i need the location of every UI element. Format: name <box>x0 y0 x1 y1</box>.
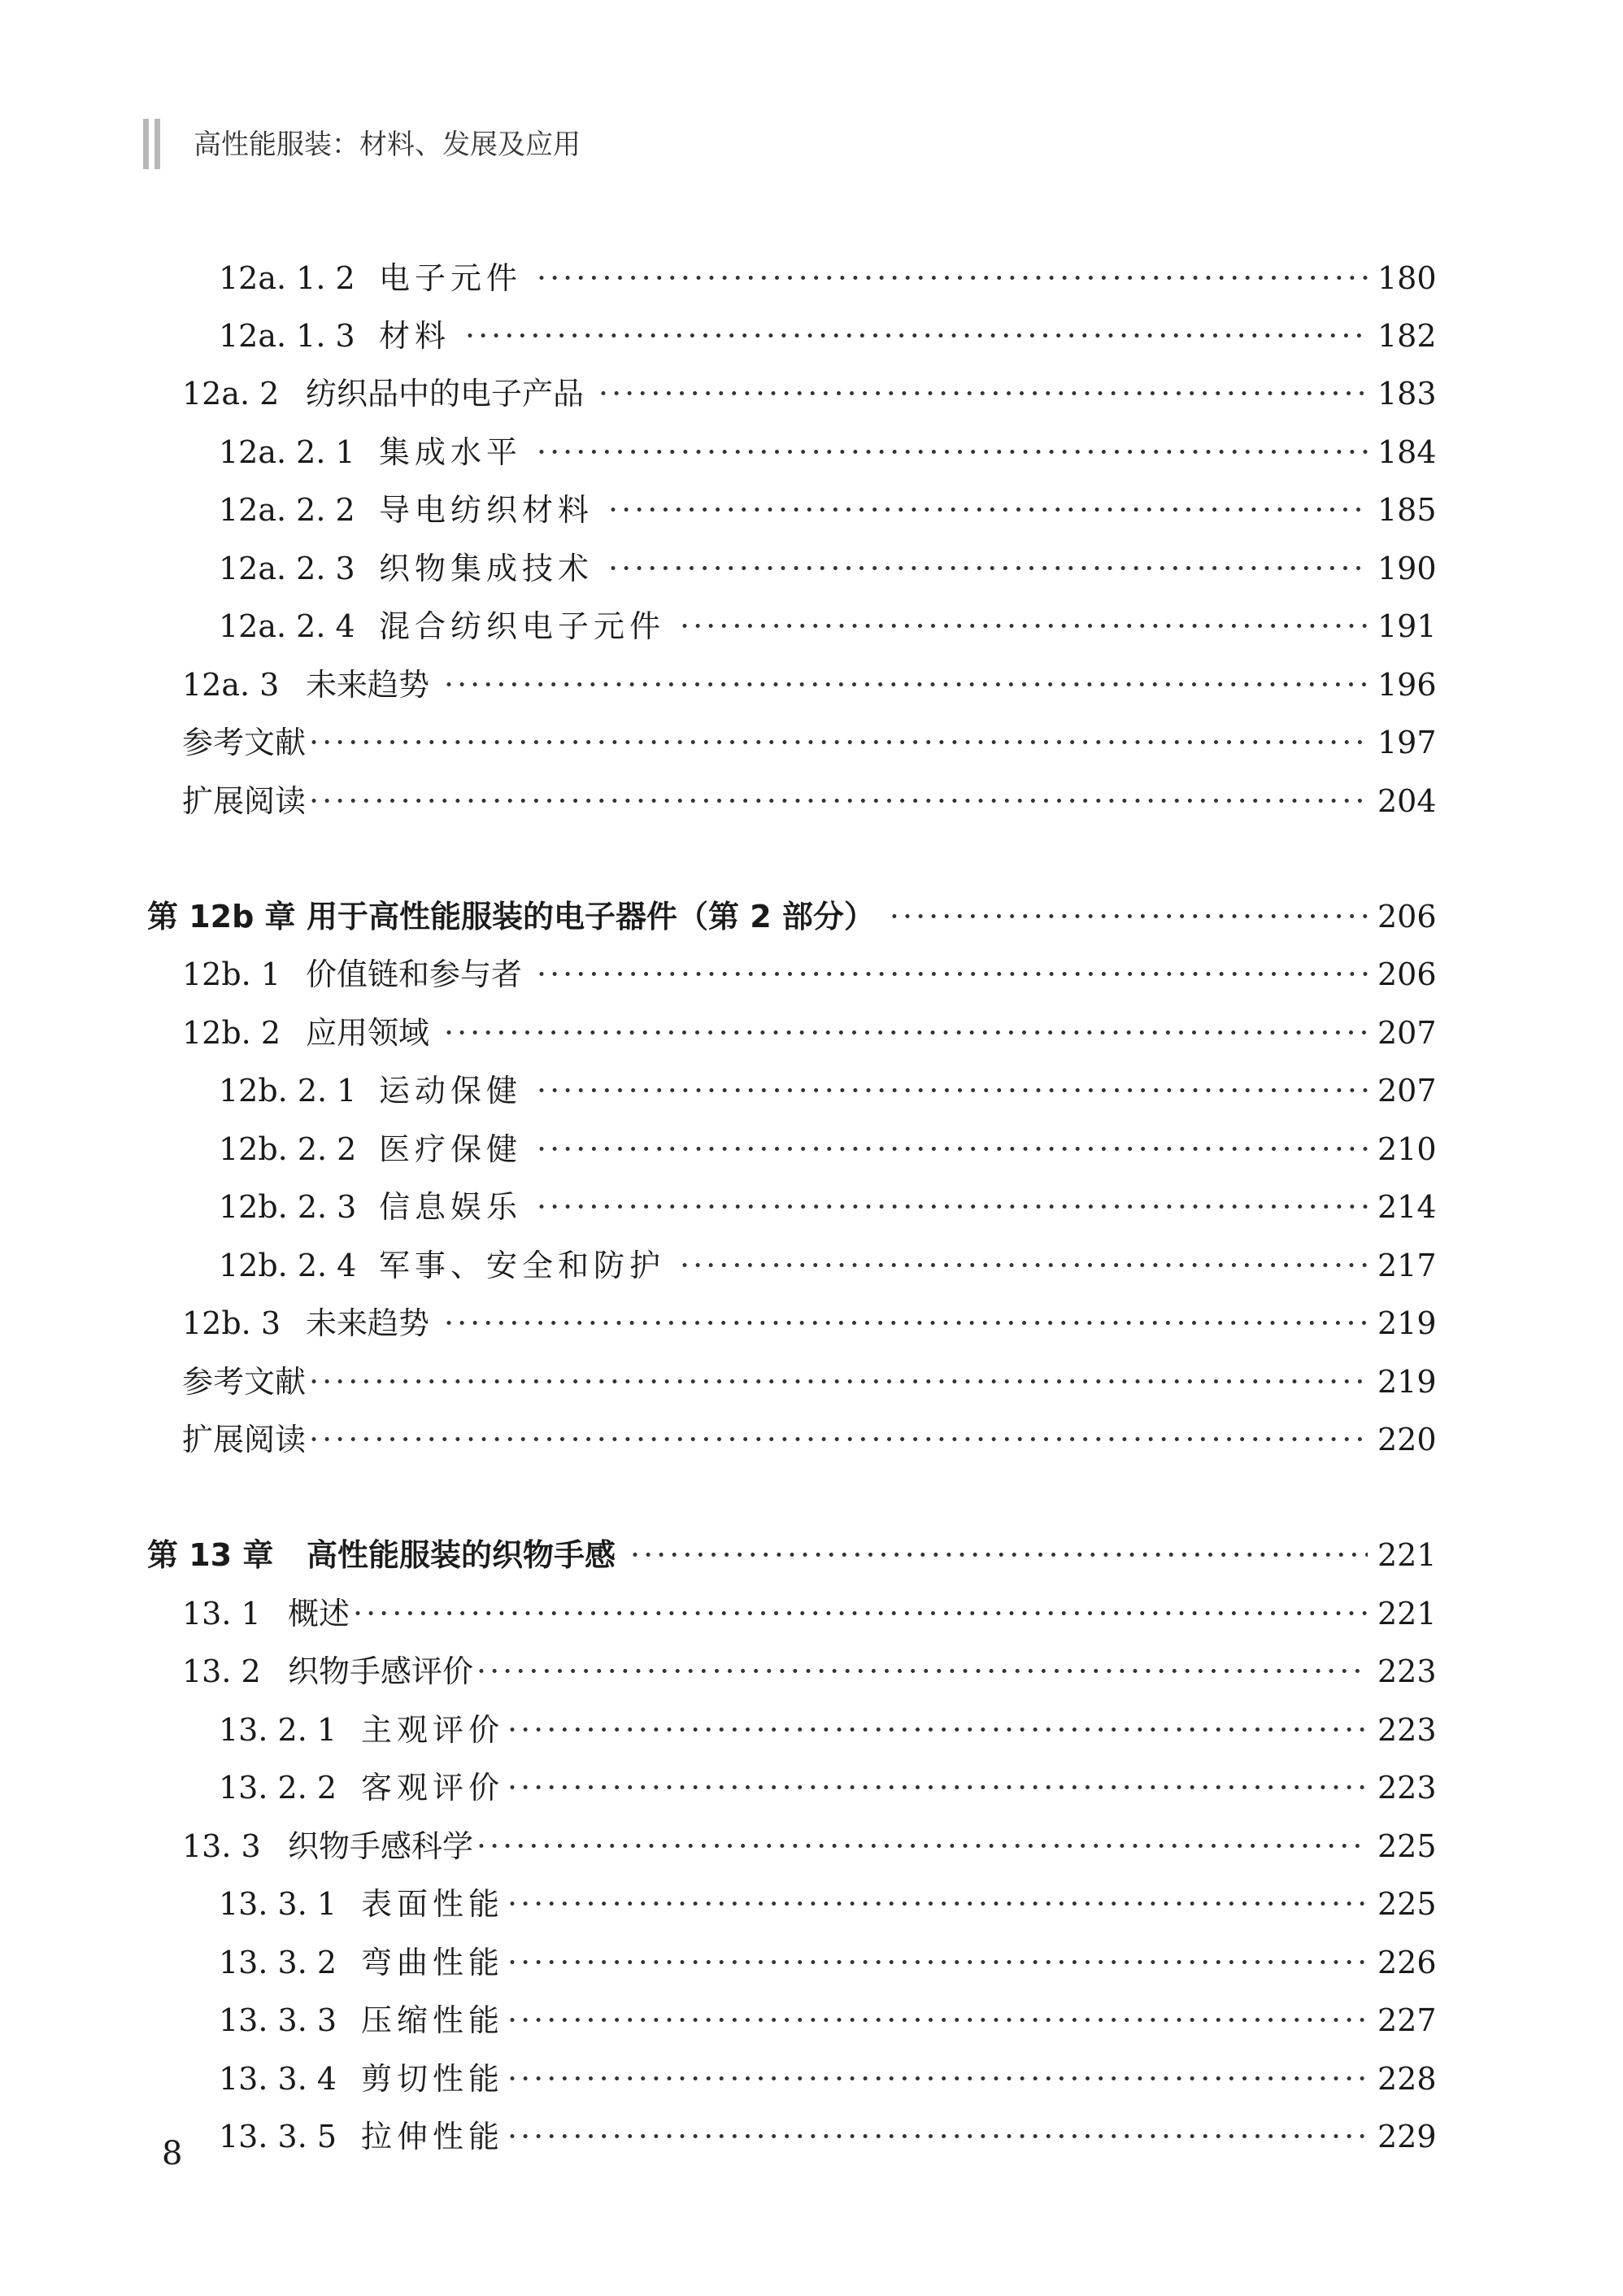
toc-entry-number: 12a. 1. 3 <box>219 318 355 354</box>
toc-entry-title: 未来趋势 <box>306 1305 430 1341</box>
toc-entry[interactable] <box>219 2054 1437 2103</box>
toc-entry-page: 180 <box>1377 260 1437 296</box>
dot-leader <box>537 1125 1368 1174</box>
toc-chapter-title: 高性能服装的织物手感 <box>307 1537 616 1573</box>
toc-entry-page: 210 <box>1377 1131 1437 1167</box>
toc-entry-title: 剪切性能 <box>361 2061 505 2097</box>
toc-entry-page: 221 <box>1377 1537 1437 1573</box>
running-title: 高性能服装：材料、发展及应用 <box>194 129 581 161</box>
toc-entry-page: 184 <box>1377 434 1437 470</box>
toc-chapter-title: 用于高性能服装的电子器件（第 2 部分） <box>307 899 875 935</box>
toc-entry-title: 织物手感科学 <box>288 1828 474 1864</box>
toc-entry[interactable] <box>182 718 1437 767</box>
toc-entry[interactable] <box>219 486 1437 534</box>
toc-entry-number: 13. 2. 2 <box>219 1770 337 1806</box>
dot-leader <box>507 1996 1368 2045</box>
dot-leader <box>608 486 1368 534</box>
toc-entry-page: 182 <box>1377 318 1437 354</box>
toc-entry-number: 13. 3. 3 <box>219 2002 337 2038</box>
dot-leader <box>309 1357 1368 1406</box>
dot-leader <box>444 660 1368 709</box>
dot-leader <box>537 1183 1368 1231</box>
toc-entry-number: 13. 3. 2 <box>219 1945 337 1980</box>
toc-entry[interactable] <box>219 2112 1437 2161</box>
dot-leader <box>608 544 1368 593</box>
toc-entry[interactable] <box>182 660 1437 709</box>
toc-entry[interactable] <box>219 1880 1437 1928</box>
dot-leader <box>537 950 1368 999</box>
dot-leader <box>507 1763 1368 1812</box>
toc-entry-title: 参考文献 <box>182 1364 307 1400</box>
toc-entry[interactable] <box>219 428 1437 477</box>
toc-entry-page: 223 <box>1377 1712 1437 1748</box>
toc-entry[interactable] <box>182 1415 1437 1464</box>
dot-leader <box>507 1880 1368 1928</box>
dot-leader <box>630 1531 1368 1579</box>
dot-leader <box>476 1647 1368 1696</box>
dot-leader <box>507 2054 1368 2103</box>
toc-entry-page: 226 <box>1377 1945 1437 1980</box>
toc-entry-title: 导电纺织材料 <box>379 492 594 528</box>
toc-entry-title: 信息娱乐 <box>379 1189 523 1225</box>
toc-entry-number: 12b. 2. 2 <box>219 1131 357 1167</box>
toc-entry[interactable] <box>182 1299 1437 1348</box>
toc-entry-number: 13. 3. 5 <box>219 2119 337 2154</box>
toc-entry-page: 221 <box>1377 1596 1437 1632</box>
toc-entry-page: 220 <box>1377 1422 1437 1457</box>
toc-entry-page: 223 <box>1377 1770 1437 1806</box>
toc-entry-page: 204 <box>1377 783 1437 819</box>
toc-entry-number: 12a. 2. 3 <box>219 551 355 586</box>
toc-entry-page: 214 <box>1377 1189 1437 1225</box>
toc-entry-page: 219 <box>1377 1364 1437 1400</box>
toc-entry-number: 12a. 2. 4 <box>219 608 355 644</box>
toc-entry-number: 13. 3. 4 <box>219 2061 337 2097</box>
dot-leader <box>537 428 1368 477</box>
toc-entry[interactable] <box>219 1241 1437 1290</box>
toc-entry-page: 206 <box>1377 899 1437 935</box>
toc-entry-title: 织物手感评价 <box>288 1653 474 1689</box>
toc-entry[interactable] <box>219 544 1437 593</box>
toc-entry[interactable] <box>182 1589 1437 1638</box>
toc-entry-page: 190 <box>1377 551 1437 586</box>
toc-entry-number: 12b. 2. 4 <box>219 1248 357 1283</box>
toc-entry[interactable] <box>219 312 1437 360</box>
toc-entry[interactable] <box>182 1357 1437 1406</box>
header-bar-decoration <box>154 119 160 169</box>
dot-leader <box>537 1066 1368 1115</box>
toc-entry-number: 12a. 3 <box>182 667 280 703</box>
dot-leader <box>507 1706 1368 1754</box>
running-header <box>143 114 1281 172</box>
toc-entry-page: 229 <box>1377 2119 1437 2154</box>
dot-leader <box>444 1009 1368 1057</box>
toc-entry-page: 183 <box>1377 376 1437 412</box>
toc-entry-title: 材料 <box>379 318 451 354</box>
toc-entry-title: 集成水平 <box>379 434 523 470</box>
toc-entry-title: 概述 <box>288 1596 350 1632</box>
toc-entry-title: 医疗保健 <box>379 1131 523 1167</box>
page-number: 8 <box>162 2135 183 2172</box>
toc-chapter-entry[interactable] <box>147 1531 1437 1579</box>
dot-leader <box>309 718 1368 767</box>
toc-entry-title: 运动保健 <box>379 1073 523 1109</box>
toc-entry-title: 主观评价 <box>361 1712 505 1748</box>
toc-entry-title: 未来趋势 <box>306 667 430 703</box>
toc-entry-number: 12a. 2. 2 <box>219 492 355 528</box>
toc-entry-number: 13. 2 <box>182 1653 261 1689</box>
toc-entry-number: 12b. 3 <box>182 1305 281 1341</box>
toc-entry-title: 表面性能 <box>361 1886 505 1922</box>
toc-entry-title: 电子元件 <box>379 260 523 296</box>
dot-leader <box>507 1938 1368 1987</box>
toc-entry-number: 12b. 2. 3 <box>219 1189 357 1225</box>
header-bar-decoration <box>143 119 149 169</box>
toc-entry-title: 拉伸性能 <box>361 2119 505 2154</box>
toc-entry-number: 12b. 2. 1 <box>219 1073 357 1109</box>
toc-entry[interactable] <box>182 777 1437 826</box>
toc-entry[interactable] <box>219 254 1437 303</box>
toc-entry-page: 196 <box>1377 667 1437 703</box>
toc-entry-page: 206 <box>1377 956 1437 992</box>
toc-entry-number: 13. 1 <box>182 1596 261 1632</box>
toc-entry[interactable] <box>182 1647 1437 1696</box>
toc-entry-page: 185 <box>1377 492 1437 528</box>
dot-leader <box>890 892 1368 941</box>
toc-entry-page: 227 <box>1377 2002 1437 2038</box>
dot-leader <box>444 1299 1368 1348</box>
dot-leader <box>309 1415 1368 1464</box>
toc-entry[interactable] <box>219 1763 1437 1812</box>
dot-leader <box>465 312 1368 360</box>
toc-entry[interactable] <box>219 1066 1437 1115</box>
toc-entry[interactable] <box>219 1706 1437 1754</box>
toc-entry-page: 219 <box>1377 1305 1437 1341</box>
dot-leader <box>353 1589 1368 1638</box>
dot-leader <box>309 777 1368 826</box>
toc-entry-number: 13. 3 <box>182 1828 261 1864</box>
toc-entry[interactable] <box>182 1822 1437 1871</box>
toc-entry-title: 参考文献 <box>182 725 307 760</box>
toc-entry-number: 12a. 2 <box>182 376 280 412</box>
toc-entry-page: 207 <box>1377 1015 1437 1051</box>
toc-entry[interactable] <box>219 1183 1437 1231</box>
toc-entry-number: 12a. 2. 1 <box>219 434 355 470</box>
dot-leader <box>507 2112 1368 2161</box>
toc-chapter-number: 第 13 章 <box>147 1537 274 1573</box>
toc-chapter-entry[interactable] <box>147 892 1437 941</box>
toc-entry-page: 217 <box>1377 1248 1437 1283</box>
toc-entry[interactable] <box>219 602 1437 651</box>
toc-entry-page: 223 <box>1377 1653 1437 1689</box>
toc-entry[interactable] <box>219 1125 1437 1174</box>
toc-entry[interactable] <box>219 1938 1437 1987</box>
toc-entry[interactable] <box>182 1009 1437 1057</box>
toc-entry-page: 207 <box>1377 1073 1437 1109</box>
toc-entry-number: 13. 3. 1 <box>219 1886 337 1922</box>
dot-leader <box>537 254 1368 303</box>
toc-entry-page: 191 <box>1377 608 1437 644</box>
toc-entry-title: 织物集成技术 <box>379 551 594 586</box>
toc-entry[interactable] <box>219 1996 1437 2045</box>
toc-entry-title: 扩展阅读 <box>182 783 307 819</box>
dot-leader <box>680 602 1368 651</box>
toc-entry-title: 应用领域 <box>306 1015 430 1051</box>
toc-entry-page: 197 <box>1377 725 1437 760</box>
toc-entry-title: 混合纺织电子元件 <box>379 608 666 644</box>
toc-entry-page: 225 <box>1377 1886 1437 1922</box>
dot-leader <box>598 369 1368 418</box>
toc-entry-number: 12a. 1. 2 <box>219 260 355 296</box>
toc-entry-page: 228 <box>1377 2061 1437 2097</box>
dot-leader <box>680 1241 1368 1290</box>
toc-entry-number: 13. 2. 1 <box>219 1712 337 1748</box>
toc-entry-page: 225 <box>1377 1828 1437 1864</box>
toc-entry[interactable] <box>182 950 1437 999</box>
toc-chapter-number: 第 12b 章 <box>147 899 296 935</box>
toc-entry-title: 价值链和参与者 <box>306 956 523 992</box>
toc-entry-title: 军事、安全和防护 <box>379 1248 666 1283</box>
toc-entry[interactable] <box>182 369 1437 418</box>
toc-entry-title: 扩展阅读 <box>182 1422 307 1457</box>
toc-entry-title: 客观评价 <box>361 1770 505 1806</box>
toc-entry-title: 弯曲性能 <box>361 1945 505 1980</box>
toc-entry-number: 12b. 2 <box>182 1015 281 1051</box>
dot-leader <box>476 1822 1368 1871</box>
toc-entry-number: 12b. 1 <box>182 956 281 992</box>
toc-entry-title: 纺织品中的电子产品 <box>306 376 585 412</box>
toc-entry-title: 压缩性能 <box>361 2002 505 2038</box>
